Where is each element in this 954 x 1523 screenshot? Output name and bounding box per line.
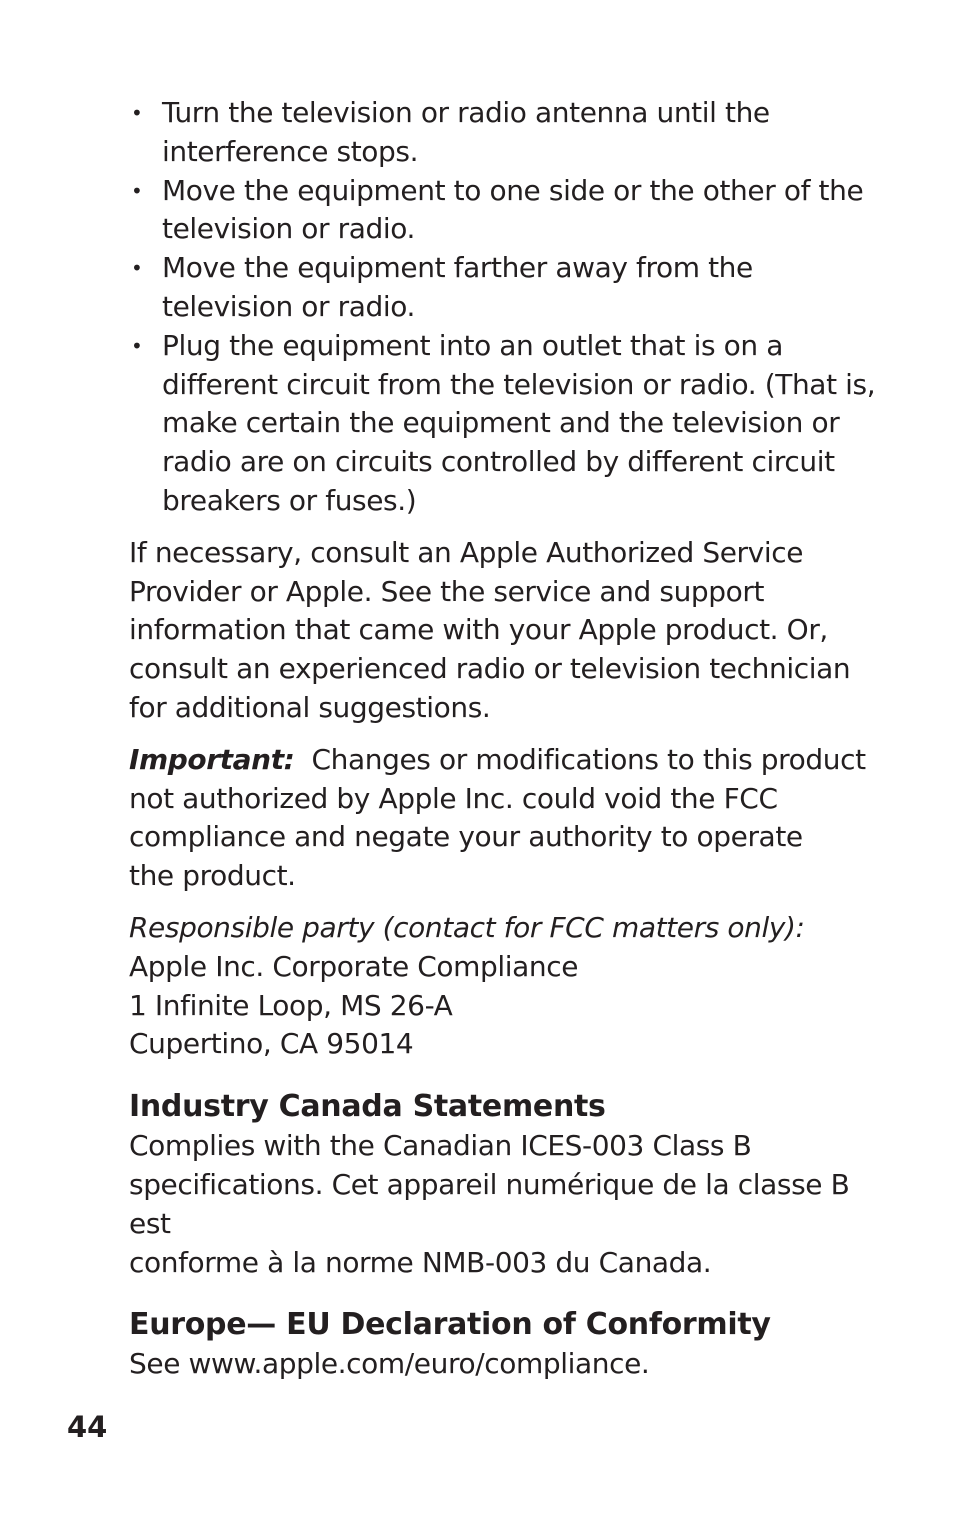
document-page [129, 94, 889, 1384]
bullet-line: interference stops. [162, 134, 419, 168]
europe-section [129, 1305, 889, 1384]
bullet-line: Move the equipment farther away from the [162, 251, 753, 285]
important-first-line: Changes or modifications to this product [311, 742, 866, 776]
bullet-line: make certain the equipment and the television or [162, 406, 840, 440]
industry-canada-section [129, 1087, 889, 1282]
paragraph-line: Provider or Apple. See the service and support [129, 574, 765, 608]
bullet-line: different circuit from the television or radio. (That is, [162, 367, 876, 401]
page-number: 44 [67, 1410, 108, 1444]
europe-text [129, 1345, 889, 1384]
address-line: Cupertino, CA 95014 [129, 1027, 414, 1061]
bullet-line: radio are on circuits controlled by different circuit [162, 445, 835, 479]
bullet-line: Move the equipment to one side or the other of the [162, 173, 864, 207]
list-item [129, 327, 889, 521]
interference-bullet-list [129, 94, 889, 521]
important-paragraph [129, 741, 889, 896]
bullet-line: breakers or fuses.) [162, 483, 417, 517]
list-item [129, 172, 889, 250]
paragraph-line: specifications. Cet appareil numérique de la classe B est [129, 1167, 850, 1240]
bullet-icon: • [131, 101, 143, 125]
bullet-line: Plug the equipment into an outlet that is on a [162, 328, 784, 362]
industry-canada-heading: Industry Canada Statements [129, 1089, 606, 1125]
paragraph-line [129, 741, 889, 780]
bullet-line: Turn the television or radio antenna until the [162, 96, 770, 129]
paragraph-line: not authorized by Apple Inc. could void the FCC [129, 781, 778, 815]
list-item [129, 249, 889, 327]
paragraph-line: compliance and negate your authority to operate [129, 820, 803, 854]
europe-heading: Europe— EU Declaration of Conformity [129, 1307, 771, 1343]
paragraph-line: Complies with the Canadian ICES-003 Class B [129, 1129, 752, 1163]
paragraph-line: consult an experienced radio or television technician [129, 652, 851, 686]
address-line: 1 Infinite Loop, MS 26-A [129, 988, 453, 1022]
address-line: Apple Inc. Corporate Compliance [129, 949, 579, 983]
bullet-line: television or radio. [162, 212, 416, 246]
bullet-icon: • [131, 178, 143, 203]
responsible-party-label: Responsible party (contact for FCC matters only): [129, 910, 805, 944]
list-item [129, 94, 889, 172]
responsible-party-block [129, 909, 889, 1064]
paragraph-line: conforme à la norme NMB-003 du Canada. [129, 1245, 712, 1279]
paragraph-line: the product. [129, 859, 296, 893]
paragraph-line: If necessary, consult an Apple Authorized Service [129, 535, 804, 569]
industry-canada-text [129, 1127, 889, 1282]
paragraph-line: information that came with your Apple product. Or, [129, 613, 828, 647]
paragraph-line: See www.apple.com/euro/compliance. [129, 1347, 650, 1381]
consult-paragraph [129, 534, 889, 728]
bullet-icon: • [131, 256, 143, 281]
paragraph-line: for additional suggestions. [129, 690, 491, 724]
bullet-icon: • [131, 333, 143, 358]
bullet-line: television or radio. [162, 289, 416, 323]
important-label: Important: [129, 742, 295, 776]
